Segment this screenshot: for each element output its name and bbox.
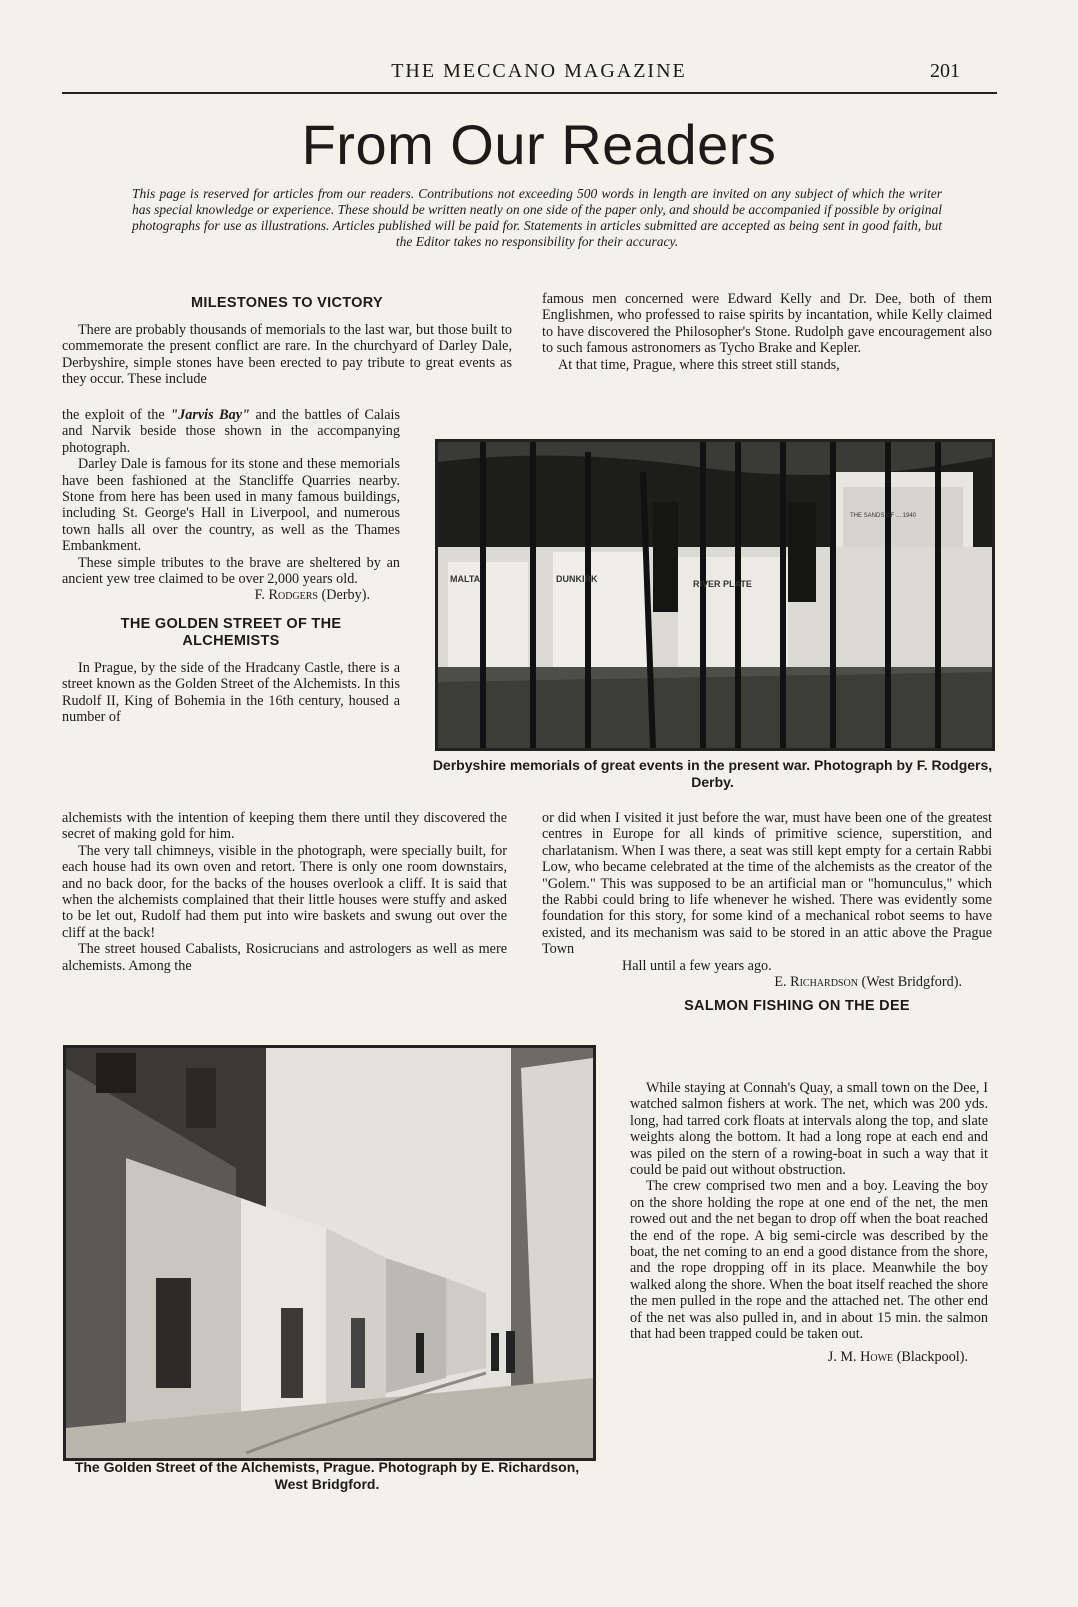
golden-paragraph-3-cont: famous men concerned were Edward Kelly and Dr. Dee, both of them Englishmen, who professed to raise spirits by incantation, while Kelly claimed to have discovered the Philosopher's Stone. Rudolph gave encouragement also to such famous astronomers as Tycho Brake and Kepler. xyxy=(542,291,992,357)
page-number: 201 xyxy=(930,60,960,82)
golden-paragraph-3: The street housed Cabalists, Rosicrucians and astrologers as well as mere alchemists. Among the xyxy=(62,941,507,974)
page-title: From Our Readers xyxy=(301,113,777,176)
jarvis-pre: the exploit of the xyxy=(62,407,171,423)
stone-label-dunkirk: DUNKIRK xyxy=(556,574,598,584)
magazine-title: THE MECCANO MAGAZINE xyxy=(391,60,687,82)
golden-paragraph-4: At that time, Prague, where this street still stands, xyxy=(558,356,840,373)
golden-paragraph-4-cont: or did when I visited it just before the war, must have been one of the greatest centres in Europe for all kinds of primitive science, superstition, and charlatanism. When I was there, a seat was still kept empty for a certain Rabbi Low, who became celebrated at the time of the alchemists as the creator of the "Golem." This was supposed to be an artificial man or "homunculus," which the Rabbi could bring to life whenever he wished. There was evidently some foundation for this story, for some kind of a mechanical robot seems to have existed, and its mechanism was said to be stored in an attic above the Prague Town xyxy=(542,810,992,958)
heading-golden-street-line1: THE GOLDEN STREET OF THE xyxy=(120,615,342,632)
golden-paragraph-1-cont: alchemists with the intention of keeping them there until they discovered the secret of making gold for him. xyxy=(62,810,507,843)
golden-paragraph-2: The very tall chimneys, visible in the photograph, were specially built, for each house had its own oven and retort. There is only one room downstairs, and no back door, for the backs of the houses overlook a cliff. It is said that when the alchemists complained that their little houses were stuffy and asked to be let out, Rudolf had them put into wire baskets and swung out over the cliff at the back! xyxy=(62,842,507,941)
golden-paragraph-1: In Prague, by the side of the Hradcany Castle, there is a street known as the Golden Street of the Alchemists. In this Rudolf II, King of Bohemia in the 16th century, housed a number of xyxy=(62,659,400,726)
article-golden-right-top xyxy=(542,291,992,373)
milestones-paragraph-1b xyxy=(62,407,400,456)
header-rule xyxy=(62,92,997,94)
jarvis-post: and the battles of Calais and Narvik beside those shown in the accompanying photograph. xyxy=(62,407,400,456)
jarvis-bay: "Jarvis Bay" xyxy=(170,407,250,423)
author-howe: J. M. Howe xyxy=(827,1348,894,1365)
article-milestones-narrow xyxy=(62,407,400,726)
milestones-signature xyxy=(62,587,400,603)
golden-paragraph-4-end: Hall until a few years ago. xyxy=(622,957,772,974)
heading-milestones: MILESTONES TO VICTORY xyxy=(191,295,383,311)
heading-golden-street xyxy=(62,616,400,650)
article-golden-left xyxy=(62,810,507,974)
milestones-paragraph-1: There are probably thousands of memorials to the last war, but those built to commemorate the present conflict are rare. In the churchyard of Darley Dale, Derbyshire, simple stones have been erected to pay tribute to great events as they occur. These include xyxy=(62,322,512,388)
heading-salmon: SALMON FISHING ON THE DEE xyxy=(684,998,910,1015)
caption-golden-street: The Golden Street of the Alchemists, Prague. Photograph by E. Richardson, West Bridgford. xyxy=(74,1459,580,1492)
stone-label-malta: MALTA xyxy=(450,574,481,584)
memorials-photo xyxy=(435,439,995,751)
golden-signature xyxy=(542,974,992,990)
milestones-paragraph-2: Darley Dale is famous for its stone and these memorials have been fashioned at the Stancliffe Quarries nearby. Stone from here has been used in many famous buildings, including St. George's Hall in Liverpool, and numerous town halls all over the country, as well as the Thames Embankment. xyxy=(62,456,400,555)
salmon-signature xyxy=(630,1349,988,1365)
salmon-paragraph-1: While staying at Connah's Quay, a small town on the Dee, I watched salmon fishers at work. The net, which was 200 yds. long, had tarred cork floats at intervals along the top, and slate weights along the bottom. It had a long rope at each end and was piled on the stern of a rowing-boat in such a way that it could be paid out without obstruction. xyxy=(630,1080,988,1179)
article-golden-right-mid xyxy=(542,810,992,1015)
golden-street-photo xyxy=(63,1045,596,1461)
plaque-label: THE SANDS OF ... 1940 xyxy=(850,513,917,519)
author-richardson: E. Richardson xyxy=(774,974,858,991)
author-rodgers: F. Rodgers xyxy=(254,587,318,604)
place-blackpool: (Blackpool). xyxy=(896,1348,968,1365)
place-derby: (Derby). xyxy=(321,587,370,604)
article-salmon xyxy=(630,1080,988,1365)
caption-memorials: Derbyshire memorials of great events in the present war. Photograph by F. Rodgers, Derby. xyxy=(432,757,993,790)
place-west-bridgford: (West Bridgford). xyxy=(861,974,962,991)
salmon-paragraph-2: The crew comprised two men and a boy. Leaving the boy on the shore holding the rope at one end of the net, the men rowed out and the net began to drop off when the boat reached the end of the rope. A big semi-circle was described by the boat, the net coming to an end a good distance from the shore, and the rope dropping off in its place. Meanwhile the boy walked along the shore. When the boat itself reached the shore the men pulled in the rope and the attached net. The other end of the net was also pulled in, and in about 15 min. the salmon that had been trapped could be taken out. xyxy=(630,1178,988,1343)
heading-golden-street-line2: ALCHEMISTS xyxy=(182,632,280,649)
intro-paragraph: This page is reserved for articles from our readers. Contributions not exceeding 500 words in length are invited on any subject of which the writer has special knowledge or experience. These should be written neatly on one side of the paper only, and should be accompanied if possible by original photographs for use as illustrations. Articles published will be paid for. Statements in articles submitted are accepted as being sent in good faith, but the Editor takes no responsibility for their accuracy. xyxy=(132,186,942,249)
milestones-paragraph-3: These simple tributes to the brave are sheltered by an ancient yew tree claimed to be over 2,000 years old. xyxy=(62,554,400,588)
article-milestones-top xyxy=(62,295,512,388)
stone-label-river-plate: RIVER PLATE xyxy=(693,579,752,589)
